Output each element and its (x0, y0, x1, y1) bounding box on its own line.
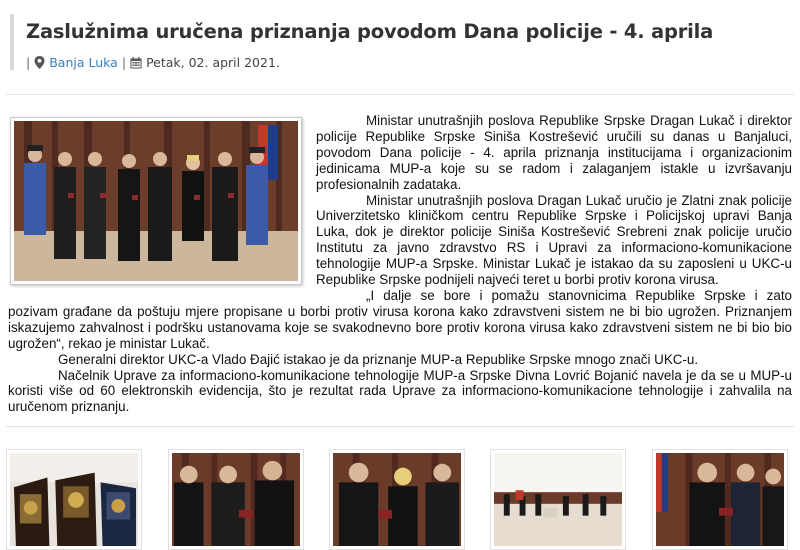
article-paragraph: „I dalje se bore i pomažu stanovnicima Republike Srpske i zato pozivam građane da poštuju mjere propisane u borbi protiv virusa korona kako zdravstveni sistem ne bi bio ugrožen. Priznanjem iskazujemo zahvalnost i podršku ustanovama koje se svakodnevno bore protiv korona virusa kako zdravstveni sistem ne bi bio bio ugrožen“, rekao je ministar Lukač. (8, 287, 792, 351)
photo-gallery (6, 449, 796, 550)
meta-separator: | (121, 55, 127, 70)
calendar-icon (130, 57, 142, 69)
map-marker-icon (34, 56, 45, 69)
gallery-thumbnail[interactable] (329, 449, 465, 550)
gallery-thumbnail[interactable] (168, 449, 304, 550)
article-header (10, 14, 800, 70)
meta-separator: | (26, 55, 31, 70)
article-paragraph: Ministar unutrašnjih poslova Dragan Lukač uručio je Zlatni znak policije Univerzitetsko kliničkom centru Republike Srpske i Policijskoj upravi Banja Luka, dok je direktor policije Siniša Kostrešević Srebreni znak policije uručio Institutu za javno zdravstvo RS i Upravi za informaciono-komunikacione tehnologije MUP-a Srpske. Ministar Lukač je istakao da su zaposleni u UKC-u Republike Srpske podnijeli najveći teret u borbi protiv korona virusa. (316, 192, 792, 288)
lead-photo[interactable] (10, 117, 302, 285)
gallery-thumbnail[interactable] (490, 449, 626, 550)
article-date: Petak, 02. april 2021. (146, 55, 280, 70)
article-paragraph: Generalni direktor UKC-a Vlado Đajić istakao je da priznanje MUP-a Republike Srpske mnogo znači UKC-u. (58, 351, 699, 367)
article-body (8, 113, 792, 415)
divider (6, 426, 794, 427)
location-link[interactable]: Banja Luka (49, 55, 118, 70)
gallery-thumbnail[interactable] (6, 449, 142, 550)
article-paragraph: Načelnik Uprave za informaciono-komunikacione tehnologije MUP-a Srpske Divna Lovrić Bojanić navela je da se u MUP-u koristi više od 60 elektronskih evidencija, što je rezultat rada Uprave za informaciono-komunikacione tehnologije i zahvalila na uručenom priznanju. (8, 367, 792, 415)
divider (6, 94, 794, 95)
gallery-thumbnail[interactable] (652, 449, 788, 550)
article-meta (26, 55, 800, 70)
article-paragraph: Ministar unutrašnjih poslova Republike Srpske Dragan Lukač i direktor policije Republike Srpske Siniša Kostrešević uručili su danas u Banjaluci, povodom Dana policije - 4. aprila priznanja institucijama i organizacionim jedinicama MUP-a koje su se radom i zalaganjem istakle u izvršavanju profesionalnih zadataka. (316, 113, 792, 192)
article-title: Zaslužnima uručena priznanja povodom Dana policije - 4. aprila (26, 20, 714, 43)
